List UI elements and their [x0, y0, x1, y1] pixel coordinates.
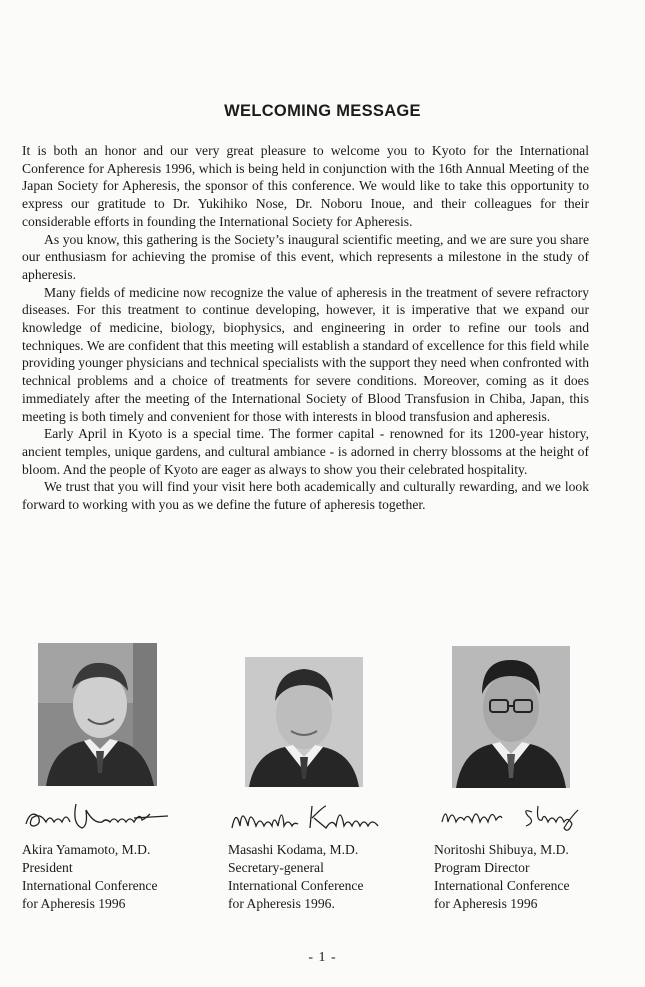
paragraph: Many fields of medicine now recognize the value of apheresis in the treatment of severe refractory diseases. For this treatment to continue developing, however, it is imperative that we expand our knowledge of medicine, biology, biophysics, and engineering in order to refine our tools and techniques. We are confident that this meeting will establish a standard of excellence for this field while providing younger physicians and technical specialists with the support they need when confronted with technical problems and a choice of treatments for severe conditions. Moreover, coming as it does immediately after the meeting of the International Society of Blood Transfusion in Chiba, Japan, this meeting is both timely and convenient for those with interests in blood transfusion and apheresis.	[22, 284, 589, 424]
message-body	[22, 142, 589, 514]
paragraph: It is both an honor and our very great pleasure to welcome you to Kyoto for the International Conference for Apheresis 1996, which is being held in conjunction with the 16th Annual Meeting of the Japan Society for Apheresis, the sponsor of this conference. We would like to take this opportunity to express our gratitude to Dr. Yukihiko Nose, Dr. Noboru Inoue, and their colleagues for their considerable efforts in founding the International Society for Apheresis.	[22, 143, 589, 229]
signatory-caption-kodama	[228, 841, 364, 913]
paragraph: Early April in Kyoto is a special time. The former capital - renowned for its 1200-year history, ancient temples, unique gardens, and cultural ambiance - is adorned in cherry blossoms at the height of bloom. And the people of Kyoto are eager as always to show you their celebrated hospitality.	[22, 426, 589, 477]
signature-shibuya	[438, 798, 588, 838]
signatory-org: for Apheresis 1996	[22, 896, 126, 911]
signature-kodama	[228, 798, 388, 838]
page-title: WELCOMING MESSAGE	[224, 102, 421, 120]
portrait-photo-kodama	[245, 657, 363, 787]
signatory-name: Masashi Kodama, M.D.	[228, 842, 359, 857]
paragraph: As you know, this gathering is the Society’s inaugural scientific meeting, and we are sure you share our enthusiasm for achieving the promise of this event, which represents a milestone in the study of apheresis.	[22, 231, 589, 282]
signatory-org: International Conference	[228, 878, 364, 893]
page-number: - 1 -	[308, 950, 337, 965]
signatory-caption-yamamoto	[22, 841, 158, 913]
signature-yamamoto	[22, 798, 172, 838]
signatory-caption-shibuya	[434, 841, 570, 913]
signatory-org: International Conference	[434, 878, 570, 893]
signatory-name: Akira Yamamoto, M.D.	[22, 842, 151, 857]
portrait-photo-yamamoto	[38, 643, 157, 786]
signatory-name: Noritoshi Shibuya, M.D.	[434, 842, 569, 857]
signatory-org: for Apheresis 1996	[434, 896, 538, 911]
portrait-photo-shibuya	[452, 646, 570, 788]
signatory-role: Program Director	[434, 860, 530, 875]
signatory-role: Secretary-general	[228, 860, 324, 875]
signatory-org: for Apheresis 1996.	[228, 896, 335, 911]
signatory-org: International Conference	[22, 878, 158, 893]
paragraph: We trust that you will find your visit here both academically and culturally rewarding, and we look forward to working with you as we define the future of apheresis together.	[22, 479, 589, 513]
signatory-role: President	[22, 860, 73, 875]
